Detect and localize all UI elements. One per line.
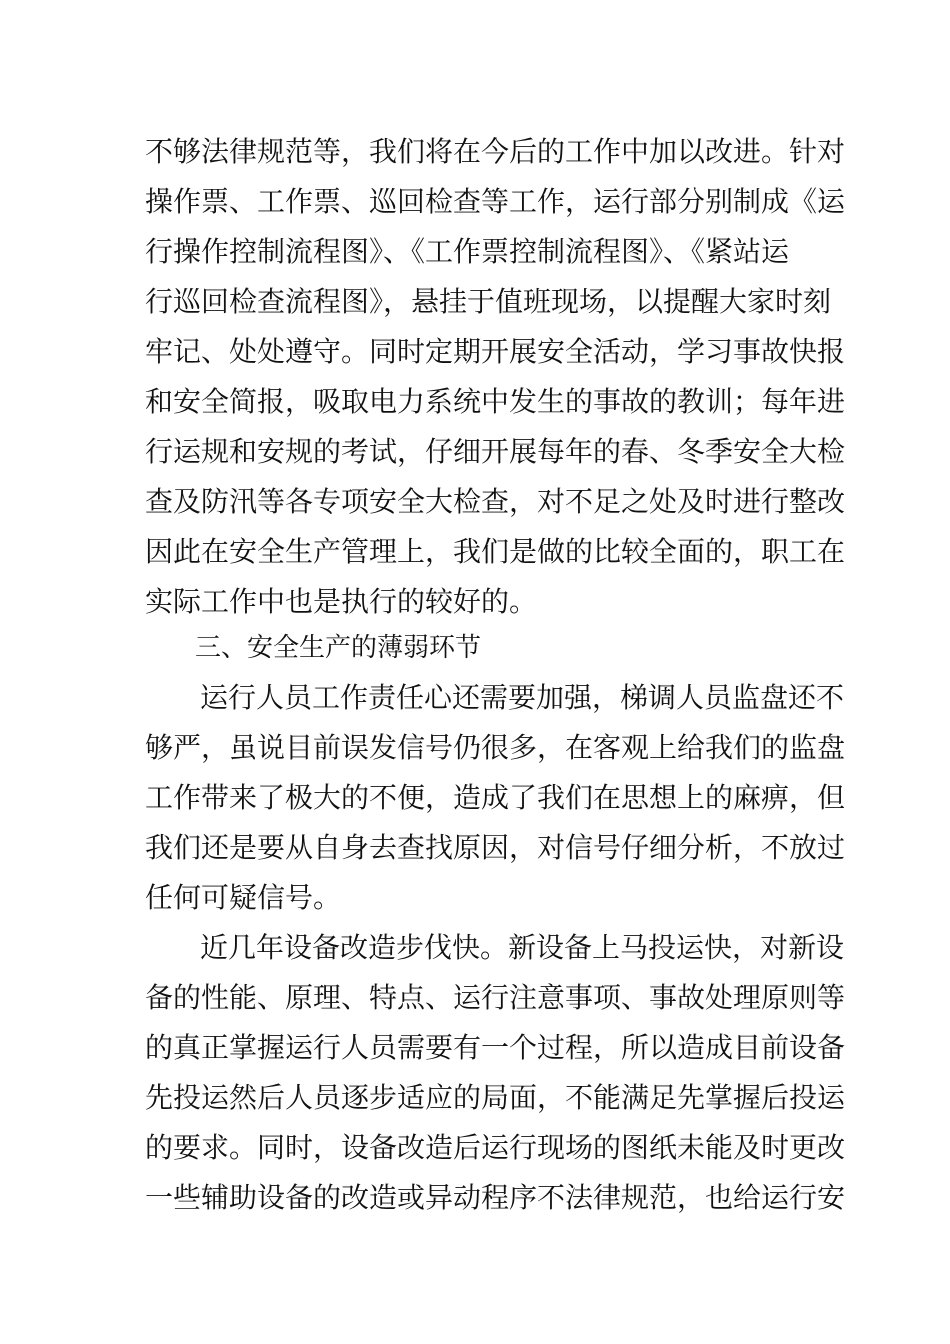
text-line-12: 运行人员工作责任心还需要加强，梯调人员监盘还不 <box>200 681 845 714</box>
text-line-19: 的真正掌握运行人员需要有一个过程，所以造成目前设备 <box>145 1031 846 1064</box>
text-line-7: 行运规和安规的考试，仔细开展每年的春、冬季安全大检 <box>145 435 846 468</box>
text-line-17: 近几年设备改造步伐快。新设备上马投运快，对新设 <box>200 931 845 964</box>
text-line-2: 操作票、工作票、巡回检查等工作，运行部分别制成《运 <box>145 185 846 218</box>
text-line-14: 工作带来了极大的不便，造成了我们在思想上的麻痹，但 <box>145 781 846 814</box>
text-line-15: 我们还是要从自身去查找原因，对信号仔细分析，不放过 <box>145 831 846 864</box>
section-heading: 三、安全生产的薄弱环节 <box>195 633 482 663</box>
text-line-20: 先投运然后人员逐步适应的局面，不能满足先掌握后投运 <box>145 1081 846 1114</box>
text-line-6: 和安全简报，吸取电力系统中发生的事故的教训；每年进 <box>145 385 846 418</box>
text-line-3: 行操作控制流程图》、《工作票控制流程图》、《紧站运 <box>145 235 790 268</box>
text-line-8: 查及防汛等各专项安全大检查，对不足之处及时进行整改 <box>145 485 846 518</box>
text-line-22: 一些辅助设备的改造或异动程序不法律规范，也给运行安 <box>145 1181 846 1214</box>
text-line-13: 够严，虽说目前误发信号仍很多，在客观上给我们的监盘 <box>145 731 846 764</box>
text-line-1: 不够法律规范等，我们将在今后的工作中加以改进。针对 <box>145 135 846 168</box>
text-line-5: 牢记、处处遵守。同时定期开展安全活动，学习事故快报 <box>145 335 846 368</box>
text-line-9: 因此在安全生产管理上，我们是做的比较全面的，职工在 <box>145 535 846 568</box>
text-line-18: 备的性能、原理、特点、运行注意事项、事故处理原则等 <box>145 981 846 1014</box>
text-line-10: 实际工作中也是执行的较好的。 <box>145 585 538 618</box>
text-line-4: 行巡回检查流程图》，悬挂于值班现场，以提醒大家时刻 <box>145 285 832 318</box>
text-line-16: 任何可疑信号。 <box>145 881 342 914</box>
text-line-21: 的要求。同时，设备改造后运行现场的图纸未能及时更改 <box>145 1131 846 1164</box>
